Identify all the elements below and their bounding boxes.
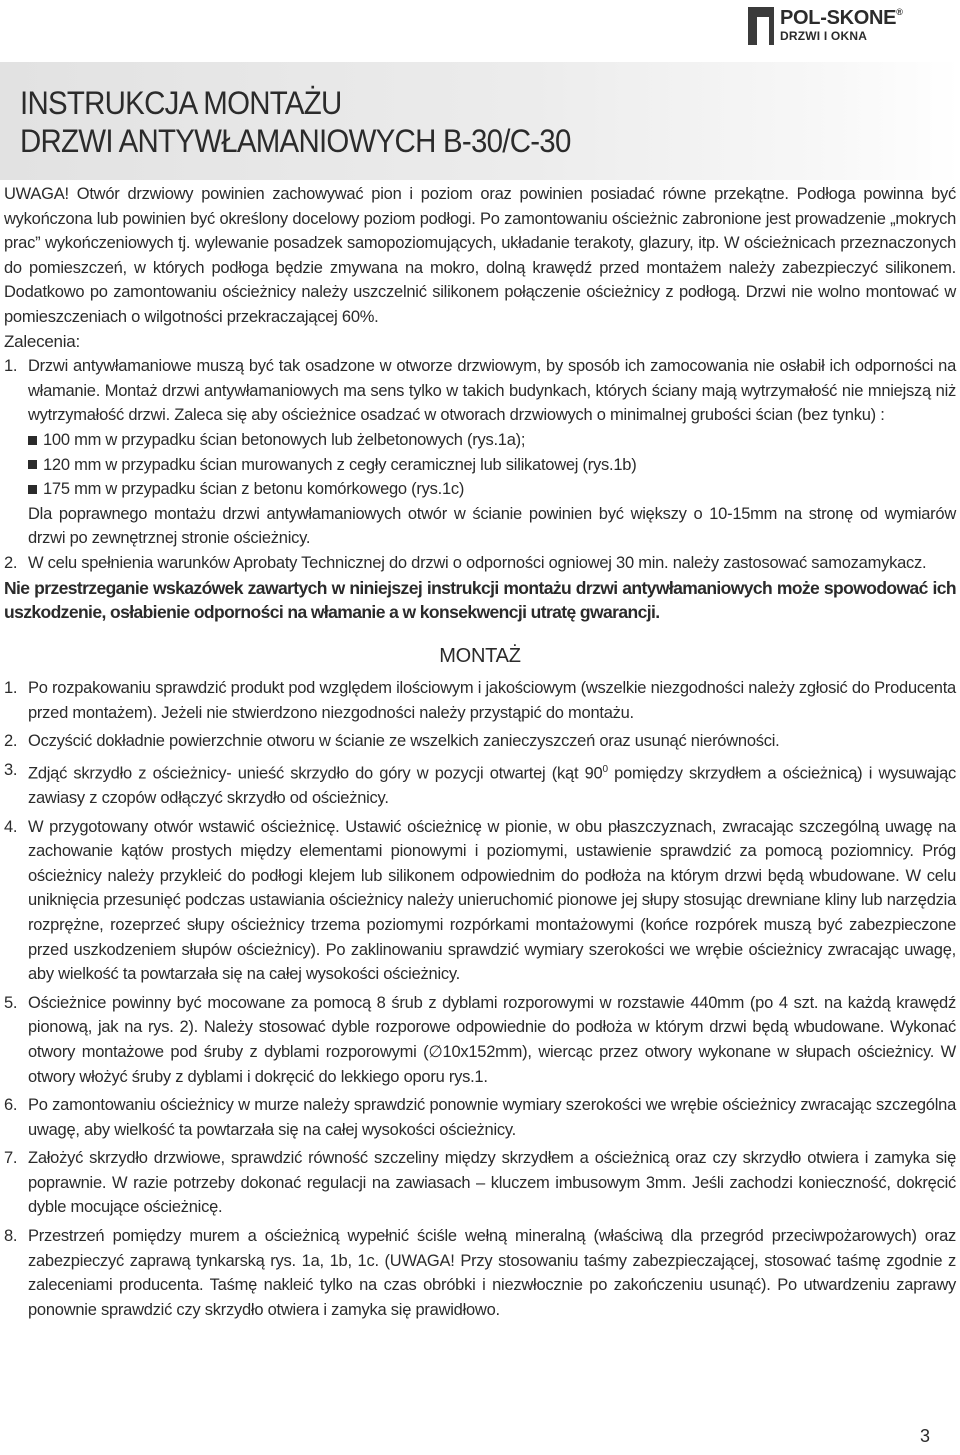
step-number: 5. <box>4 993 18 1012</box>
step-text: Zdjąć skrzydło z ościeżnicy- unieść skrzydło do góry w pozycji otwartej (kąt $90^0$ pomiędzy skrzydłem a ościeżnicą) i wysuwając zawiasy z czopów odłączyć skrzydło od ościeżnicy. <box>28 763 957 807</box>
title-line-1: INSTRUKCJA MONTAŻU <box>20 85 342 121</box>
montaz-step <box>4 729 956 754</box>
montaz-step <box>4 758 956 811</box>
step-text: Założyć skrzydło drzwiowe, sprawdzić równość szczeliny między skrzydłem a ościeżnicą oraz czy skrzydło otwiera i zamyka się poprawnie. W razie potrzeby dokonać regulacji na zawiasach – kluczem imbusowym 3mm. Jeśli zachodzi konieczność, dokręcić dyble mocujące ościeżnicę. <box>28 1149 956 1217</box>
page-title <box>20 84 571 160</box>
montaz-step <box>4 1224 956 1322</box>
step-number: 2. <box>4 732 18 751</box>
step-text: W przygotowany otwór wstawić ościeżnicę. Ustawić ościeżnicę w pionie, w obu płaszczyznach, zwracając szczególną uwagę na zachowanie kątów prostych między elementami pionowymi i poziomymi, ustawienie sprawdzić za pomocą poziomnicy. Próg ościeżnicy należy przykleić do podłogi klejem lub silikonem odpowiednim do podłoża na którym drzwi będą wbudowane. W celu uniknięcia przesunięć podczas ustawiania ościeżnicy należy unieruchomić pionowe jej słupy stosując drewniane kliny lub narzędzia rozprężne, rozeprzeć słupy ościeżnicy trzema poziomymi rozpórkami montażowymi (końce rozpórek muszą być zabezpieczone przed uszkodzeniem słupów ościeżnicy). Po zaklinowaniu sprawdzić wymiary szerokości we wrębie ościeżnicy zwracając uwagę, aby wielkość ta powtarzała się na całej wysokości ościeżnicy. <box>28 817 956 984</box>
step-text: Oczyścić dokładnie powierzchnie otworu w ścianie ze wszelkich zanieczyszczeń oraz usunąć nierówności. <box>28 732 780 751</box>
step-number: 4. <box>4 817 18 836</box>
degree-superscript: 0 <box>602 763 608 775</box>
recommendation-2-number: 2. <box>4 553 18 572</box>
recommendation-1-number: 1. <box>4 357 18 376</box>
list-item: 100 mm w przypadku ścian betonowych lub żelbetonowych (rys.1a); <box>28 428 956 453</box>
recommendation-1 <box>4 354 956 428</box>
wall-thickness-list <box>4 428 956 502</box>
recommendation-2-text: W celu spełnienia warunków Aprobaty Technicznej do drzwi o odporności ogniowej 30 min. należy zastosować samozamykacz. <box>28 553 927 572</box>
montaz-step <box>4 1093 956 1142</box>
brand-logo <box>748 0 930 50</box>
logo-registered-mark: ® <box>896 7 903 17</box>
montaz-step <box>4 991 956 1089</box>
recommendation-2 <box>4 551 956 576</box>
title-line-2: DRZWI ANTYWŁAMANIOWYCH B-30/C-30 <box>20 123 571 159</box>
recommendation-1-text: Drzwi antywłamaniowe muszą być tak osadzone w otworze drzwiowym, by sposób ich zamocowania nie osłabił ich odporności na włamanie. Montaż drzwi antywłamaniowych ma sens tylko w takich budynkach, których ściany mają wytrzymałość nie mniejszą niż wytrzymałość drzwi. Zaleca się aby ościeżnice osadzać w otworach drzwiowych o minimalnej grubości ścian (bez tynku) : <box>28 357 956 425</box>
page-number: 3 <box>919 1426 930 1446</box>
recommendation-1-after: Dla poprawnego montażu drzwi antywłamaniowych otwór w ścianie powinien być większy o 10-15mm na stronę od wymiarów drzwi po zewnętrznej stronie ościeżnicy. <box>28 504 956 548</box>
bullet-square-icon <box>28 485 37 494</box>
warranty-warning: Nie przestrzeganie wskazówek zawartych w niniejszej instrukcji montażu drzwi antywłamaniowych może spowodować ich uszkodzenie, osłabienie odporności na włamanie a w konsekwencji utratę gwarancji. <box>4 577 956 622</box>
step-text: Po zamontowaniu ościeżnicy w murze należy sprawdzić ponownie wymiary szerokości we wrębie ościeżnicy zwracając szczególna uwagę, aby wielkość ta powtarzała się na całej wysokości ościeżnicy. <box>28 1096 956 1139</box>
intro-warning-text: Otwór drzwiowy powinien zachowywać pion i poziom oraz powinien posiadać równe przekątne. Podłoga powinna być wykończona lub powinien być określony docelowy poziom podłogi. Po zamontowaniu ościeżnic zabronione jest prowadzenie „mokrych prac” wykończeniowych tj. wylewanie posadzek samopoziomujących, układanie terakoty, glazury, itp. W ościeżnicach przeznaczonych do pomieszczeń, w których podłoga będzie zmywana na mokro, dolną krawędź przed montażem należy zabezpieczyć silikonem. Dodatkowo po zamontowaniu ościeżnicy należy uszczelnić silikonem połączenie ościeżnicy z podłogą. Drzwi nie wolno montować w pomieszczeniach o wilgotności przekraczającej 60%. <box>4 185 956 326</box>
montaz-step <box>4 1146 956 1220</box>
intro-warning-label: UWAGA! <box>4 185 69 203</box>
step-text: Ościeżnice powinny być mocowane za pomocą 8 śrub z dyblami rozporowymi w rozstawie 440mm (po 4 szt. na każdą krawędź pionową, jak na rys. 2). Należy stosować dyble rozporowe odpowiednie do podłoża w którym drzwi będą wbudowane. Wykonać otwory montażowe pod śruby z dyblami rozporowymi (∅10x152mm), wiercąc przez otwory wykonane w słupach ościeżnicy. W otwory włożyć śruby z dyblami i dokręcić do lekkiego oporu rys.1. <box>28 993 956 1086</box>
montaz-step <box>4 676 956 725</box>
montaz-heading: MONTAŻ <box>439 644 521 667</box>
step-text: Po rozpakowaniu sprawdzić produkt pod względem ilościowym i jakościowym (wszelkie niezgodności należy zgłosić do Producenta przed montażem). Jeżeli nie stwierdzono niezgodności należy przystąpić do montażu. <box>28 679 956 722</box>
montaz-step <box>4 815 956 987</box>
document-body <box>4 182 956 1322</box>
intro-warning <box>4 182 956 330</box>
step-number: 1. <box>4 679 18 698</box>
step-number: 3. <box>4 760 18 779</box>
step-text: Przestrzeń pomiędzy murem a ościeżnicą wypełnić ściśle wełną mineralną (właściwą dla przegród przeciwpożarowych) oraz zabezpieczyć zaprawą tynkarską rys. 1a, 1b, 1c. (UWAGA! Przy stosowaniu taśmy zabezpieczającej, stosować taśmę zgodnie z zaleceniami producenta. Taśmę nakleić tylko na czas obróbki i niezwłocznie po zakończeniu usunąć). Po utwardzeniu zaprawy ponownie sprawdzić czy skrzydło otwiera i zamyka się prawidłowo. <box>28 1227 956 1319</box>
list-item: 175 mm w przypadku ścian z betonu komórkowego (rys.1c) <box>28 477 956 502</box>
step-number: 7. <box>4 1149 18 1168</box>
list-item: 120 mm w przypadku ścian murowanych z cegły ceramicznej lub silikatowej (rys.1b) <box>28 453 956 478</box>
logo-sub-text: DRZWI I OKNA <box>780 29 868 43</box>
bullet-square-icon <box>28 436 37 445</box>
logo-door-icon <box>748 5 774 45</box>
recommendations-heading: Zalecenia: <box>4 331 80 351</box>
bullet-square-icon <box>28 460 37 469</box>
logo-main-text: POL-SKONE <box>780 7 897 29</box>
step-number: 6. <box>4 1096 18 1115</box>
step-number: 8. <box>4 1227 18 1246</box>
